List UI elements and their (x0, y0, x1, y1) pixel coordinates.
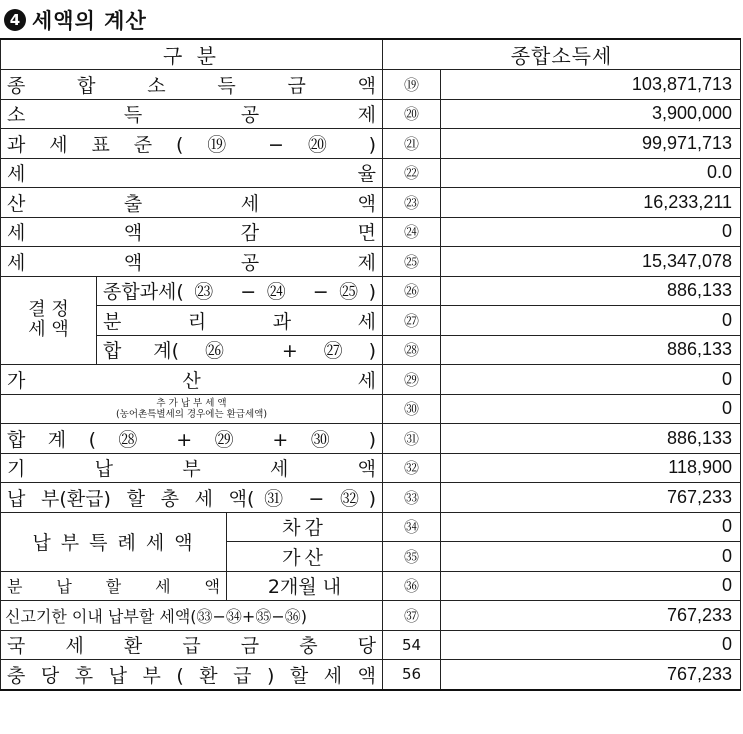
table-row (1, 365, 741, 395)
row-label: 국 세 환 급 금 충 당 (1, 630, 383, 660)
table-row (1, 276, 741, 306)
row-number: ㉘ (383, 335, 441, 365)
table-row (1, 306, 741, 336)
row-number: ㉚ (383, 394, 441, 424)
row-number: ㉜ (383, 453, 441, 483)
row-label: 차감 (227, 512, 383, 542)
row-number: ㉝ (383, 483, 441, 513)
tax-calculation-table (0, 38, 741, 691)
table-row (1, 217, 741, 247)
special-tax-group-label: 납 부 특 례 세 액 (1, 512, 227, 571)
row-label: 과 세 표 준 ( ⑲ − ⑳ ) (1, 129, 383, 159)
row-value: 767,233 (441, 601, 741, 631)
row-label: 납 부(환급) 할 총 세 액(㉛ − ㉜) (1, 483, 383, 513)
row-label: 가 산 세 (1, 365, 383, 395)
table-row (1, 630, 741, 660)
row-label: 추 가 납 부 세 액 (농어촌특별세의 경우에는 환급세액) (1, 394, 383, 424)
row-value: 0 (441, 512, 741, 542)
table-row (1, 247, 741, 277)
row-label: 세 율 (1, 158, 383, 188)
installment-period: 2개월 내 (227, 571, 383, 601)
section-title-text: 세액의 계산 (32, 9, 147, 33)
row-value: 886,133 (441, 276, 741, 306)
row-number: ㉟ (383, 542, 441, 572)
income-tax-header: 종합소득세 (383, 39, 741, 70)
row-number: 56 (383, 660, 441, 690)
row-value: 103,871,713 (441, 70, 741, 100)
row-value: 0 (441, 217, 741, 247)
row-number: ⑲ (383, 70, 441, 100)
row-value: 99,971,713 (441, 129, 741, 159)
table-row (1, 601, 741, 631)
row-number: ㉕ (383, 247, 441, 277)
row-label: 세 액 공 제 (1, 247, 383, 277)
row-label: 기 납 부 세 액 (1, 453, 383, 483)
row-label: 소 득 공 제 (1, 99, 383, 129)
section-number-badge: 4 (4, 9, 26, 31)
row-label: 세 액 감 면 (1, 217, 383, 247)
row-label: 신고기한 이내 납부할 세액(㉝−㉞+㉟−㊱) (1, 601, 383, 631)
row-label: 분 리 과 세 (97, 306, 383, 336)
table-row (1, 571, 741, 601)
row-value: 0 (441, 542, 741, 572)
table-row (1, 129, 741, 159)
table-row (1, 335, 741, 365)
row-number: ㊲ (383, 601, 441, 631)
row-value: 16,233,211 (441, 188, 741, 218)
row-number: ㉛ (383, 424, 441, 454)
row-label: 충 당 후 납 부 ( 환 급 ) 할 세 액 (1, 660, 383, 690)
row-label: 산 출 세 액 (1, 188, 383, 218)
row-value: 886,133 (441, 424, 741, 454)
table-row (1, 99, 741, 129)
row-value: 0 (441, 571, 741, 601)
row-value: 767,233 (441, 660, 741, 690)
row-value: 0.0 (441, 158, 741, 188)
category-header: 구 분 (1, 39, 383, 70)
row-label: 가산 (227, 542, 383, 572)
row-value: 886,133 (441, 335, 741, 365)
table-row (1, 394, 741, 424)
table-row (1, 70, 741, 100)
row-number: ㉗ (383, 306, 441, 336)
row-number: 54 (383, 630, 441, 660)
row-label: 합 계 ( ㉘ + ㉙ + ㉚ ) (1, 424, 383, 454)
row-value: 0 (441, 365, 741, 395)
row-number: ㉔ (383, 217, 441, 247)
row-value: 0 (441, 306, 741, 336)
row-label: 합 계(㉖ +㉗) (97, 335, 383, 365)
row-label: 종 합 소 득 금 액 (1, 70, 383, 100)
row-label: 종합과세(㉓ −㉔ −㉕) (97, 276, 383, 306)
row-value: 3,900,000 (441, 99, 741, 129)
row-label: 분 납 할 세 액 (1, 571, 227, 601)
table-row (1, 512, 741, 542)
table-header-row (1, 39, 741, 70)
row-value: 767,233 (441, 483, 741, 513)
row-value: 15,347,078 (441, 247, 741, 277)
row-value: 0 (441, 630, 741, 660)
section-title (4, 6, 147, 34)
determined-tax-group-label: 결 정 세 액 (1, 276, 97, 365)
table-row (1, 453, 741, 483)
row-number: ㉑ (383, 129, 441, 159)
row-number: ㉓ (383, 188, 441, 218)
table-row (1, 158, 741, 188)
row-value: 0 (441, 394, 741, 424)
table-row (1, 424, 741, 454)
table-row (1, 188, 741, 218)
table-row (1, 483, 741, 513)
row-number: ㉖ (383, 276, 441, 306)
table-row (1, 660, 741, 690)
row-number: ㉒ (383, 158, 441, 188)
row-value: 118,900 (441, 453, 741, 483)
row-number: ㉙ (383, 365, 441, 395)
row-number: ㊱ (383, 571, 441, 601)
row-number: ⑳ (383, 99, 441, 129)
row-number: ㉞ (383, 512, 441, 542)
